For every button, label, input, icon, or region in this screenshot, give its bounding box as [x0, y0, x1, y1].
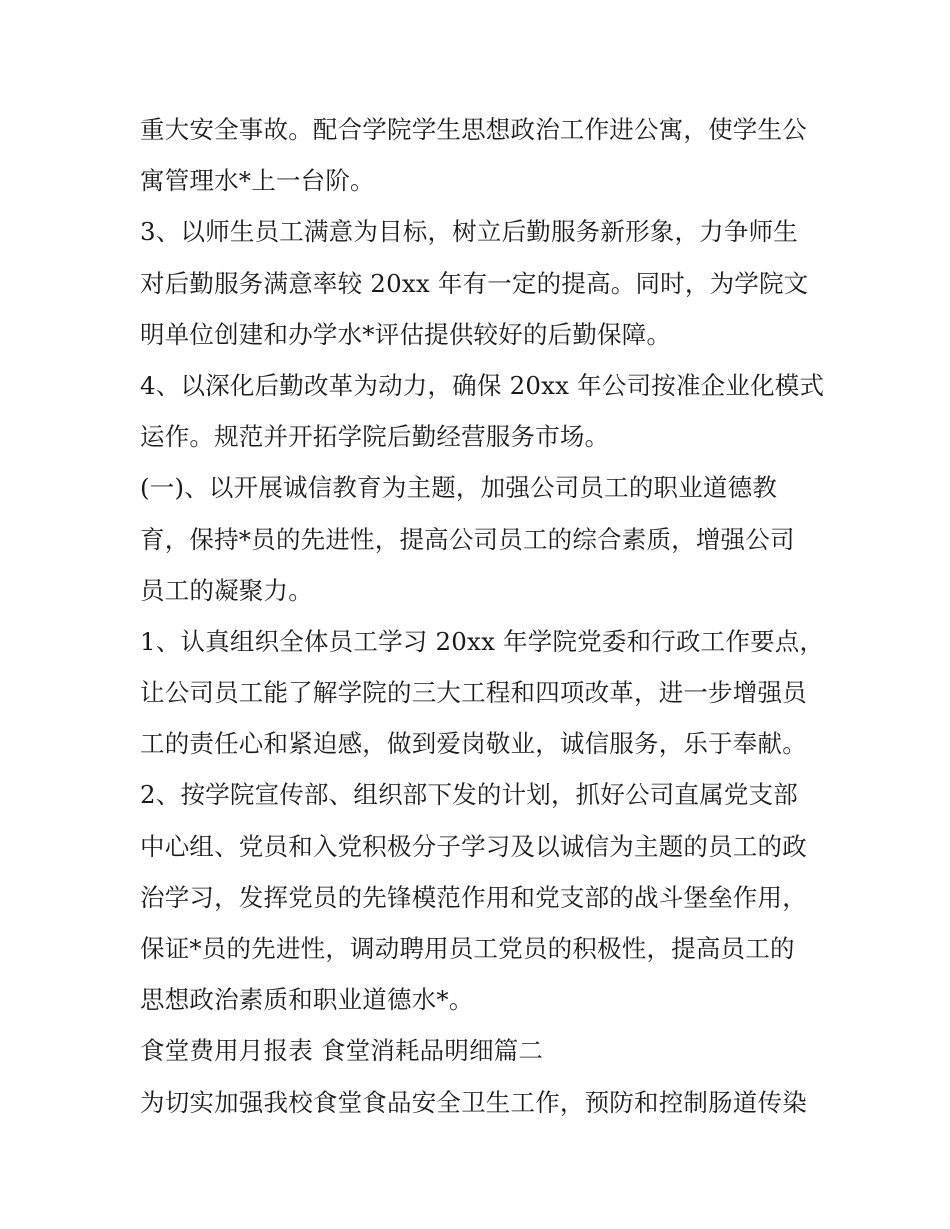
- text-line: 4、以深化后勤改革为动力，确保 20xx 年公司按准企业化模式: [140, 370, 825, 400]
- text-line: 思想政治素质和职业道德水*。: [140, 985, 474, 1015]
- text-line: (一)、以开展诚信教育为主题，加强公司员工的职业道德教: [140, 473, 778, 503]
- text-line: 中心组、党员和入党积极分子学习及以诚信为主题的员工的政: [140, 831, 807, 861]
- text-line: 为切实加强我校食堂食品安全卫生工作，预防和控制肠道传染: [140, 1087, 807, 1117]
- text-line: 工的责任心和紧迫感，做到爱岗敬业，诚信服务，乐于奉献。: [140, 729, 807, 759]
- text-line: 寓管理水*上一台阶。: [140, 166, 375, 196]
- text-line: 对后勤服务满意率较 20xx 年有一定的提高。同时，为学院文: [140, 268, 809, 298]
- text-line: 保证*员的先进性，调动聘用员工党员的积极性，提高员工的: [140, 934, 795, 963]
- document-body: [140, 104, 825, 1128]
- text-line: 明单位创建和办学水*评估提供较好的后勤保障。: [140, 319, 672, 349]
- text-line: 重大安全事故。配合学院学生思想政治工作进公寓，使学生公: [140, 115, 807, 144]
- text-line: 3、以师生员工满意为目标，树立后勤服务新形象，力争师生: [140, 217, 798, 247]
- text-line: 2、按学院宣传部、组织部下发的计划，抓好公司直属党支部: [140, 780, 798, 810]
- text-line: 让公司员工能了解学院的三大工程和四项改革，进一步增强员: [140, 678, 807, 708]
- text-line: 治学习，发挥党员的先锋模范作用和党支部的战斗堡垒作用，: [140, 882, 807, 912]
- text-line: 员工的凝聚力。: [140, 575, 313, 605]
- text-line: 运作。规范并开拓学院后勤经营服务市场。: [140, 422, 610, 452]
- section-heading: 食堂费用月报表 食堂消耗品明细篇二: [140, 1036, 544, 1066]
- text-line: 育，保持*员的先进性，提高公司员工的综合素质，增强公司: [140, 524, 795, 554]
- text-line: 1、认真组织全体员工学习 20xx 年学院党委和行政工作要点，: [140, 626, 825, 656]
